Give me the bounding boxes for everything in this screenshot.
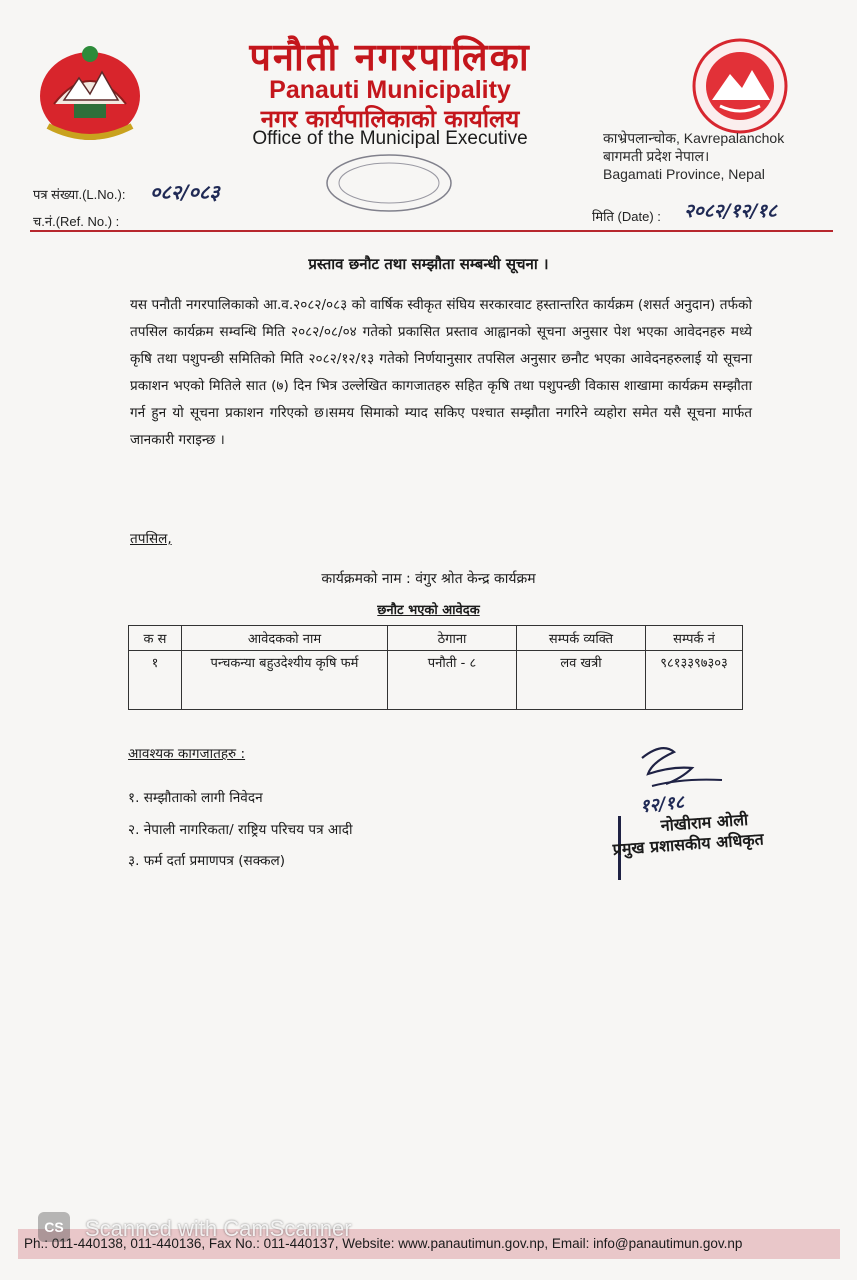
office-stamp-icon [322, 150, 456, 216]
municipality-name-ne: पनौती नगरपालिका [249, 35, 531, 79]
signatory-name: नोखीराम ओली [660, 809, 749, 835]
document-item: ३. फर्म दर्ता प्रमाणपत्र (सक्कल) [128, 853, 286, 869]
camscanner-badge-text: CS [44, 1219, 64, 1235]
col-sn: क स [129, 626, 182, 651]
table-row [129, 651, 743, 710]
cell-contact-no: ९८१३३९७३०३ [646, 651, 743, 710]
col-contact-no: सम्पर्क नं [646, 626, 743, 651]
document-item: १. सम्झौताको लागी निवेदन [128, 790, 263, 806]
signature-date: १२/१८ [639, 791, 686, 818]
col-address: ठेगाना [388, 626, 517, 651]
address-province-en: Bagamati Province, Nepal [603, 166, 765, 182]
notice-body: यस पनौती नगरपालिकाको आ.व.२०८२/०८३ को वार्षिक स्वीकृत संघिय सरकारवाट हस्तान्तरित कार्यक्रम (शसर्त अनुदान) तर्फको तपसिल कार्यक्रम सम्वन्धि मिति २०८२/०८/०४ गतेको प्रकासित प्रस्ताव आह्वानको सूचना अनुसार पेश भएका आवेदनहरु मध्ये कृषि तथा पशुपन्छी समितिको मिति २०८२/१२/१३ गतेको निर्णयानुसार तपसिल अनुसार छनौट भएका आवेदनहरुलाई यो सूचना प्रकाशन भएको मितिले सात (७) दिन भित्र उल्लेखित कागजातहरु सहित कृषि तथा पशुपन्छी विकास शाखामा कार्यक्रम सम्झौता गर्न हुन यो सूचना प्रकाशन गरिएको छ।समय सिमाको म्याद सकिए पश्चात सम्झौता नगरिने व्यहोरा समेत यसै सूचना मार्फत जानकारी गराइन्छ । [130, 297, 752, 448]
letter-no-value: ०८२/०८३ [150, 180, 220, 204]
footer-contact: Ph.: 011-440138, 011-440136, Fax No.: 011-440137, Website: www.panautimun.gov.np, Email: info@panautimun.gov.np [24, 1236, 743, 1251]
col-applicant-name: आवेदकको नाम [182, 626, 388, 651]
camscanner-watermark: Scanned with CamScanner [85, 1216, 352, 1241]
program-name: कार्यक्रमको नाम : वंगुर श्रोत केन्द्र कार्यक्रम [321, 571, 536, 587]
cell-sn: १ [129, 651, 182, 710]
municipality-name-en: Panauti Municipality [269, 76, 511, 104]
municipality-logo-icon [690, 36, 790, 136]
office-name-ne: नगर कार्यपालिकाको कार्यालय [260, 105, 520, 133]
address-province-ne: बागमती प्रदेश नेपाल। [603, 148, 710, 164]
camscanner-icon [38, 1212, 70, 1242]
documents-heading: आवश्यक कागजातहरु : [128, 746, 246, 762]
col-contact-person: सम्पर्क व्यक्ति [517, 626, 646, 651]
nepal-emblem-icon [34, 38, 146, 146]
selected-applicant-heading: छनौट भएको आवेदक [377, 603, 480, 618]
cell-applicant-name: पन्चकन्या बहुउदेश्यीय कृषि फर्म [182, 651, 388, 710]
notice-heading: प्रस्ताव छनौट तथा सम्झौता सम्बन्धी सूचना । [308, 255, 549, 273]
ref-no-label: च.नं.(Ref. No.) : [33, 214, 120, 229]
office-name-en: Office of the Municipal Executive [252, 128, 528, 149]
header-divider [30, 230, 833, 232]
date-value: २०८२/१२/१८ [684, 200, 777, 222]
signatory-title: प्रमुख प्रशासकीय अधिकृत [612, 829, 765, 859]
date-label: मिति (Date) : [592, 209, 661, 224]
letter-no-label: पत्र संख्या.(L.No.): [33, 187, 126, 202]
cell-contact-person: लव खत्री [517, 651, 646, 710]
table-header-row [129, 626, 743, 651]
cell-address: पनौती - ८ [388, 651, 517, 710]
document-item: २. नेपाली नागरिकता/ राष्ट्रिय परिचय पत्र आदी [128, 822, 353, 838]
address-district: काभ्रेपलान्चोक, Kavrepalanchok [603, 130, 785, 146]
tapasil-label: तपसिल, [130, 531, 172, 547]
applicant-table [128, 625, 743, 710]
